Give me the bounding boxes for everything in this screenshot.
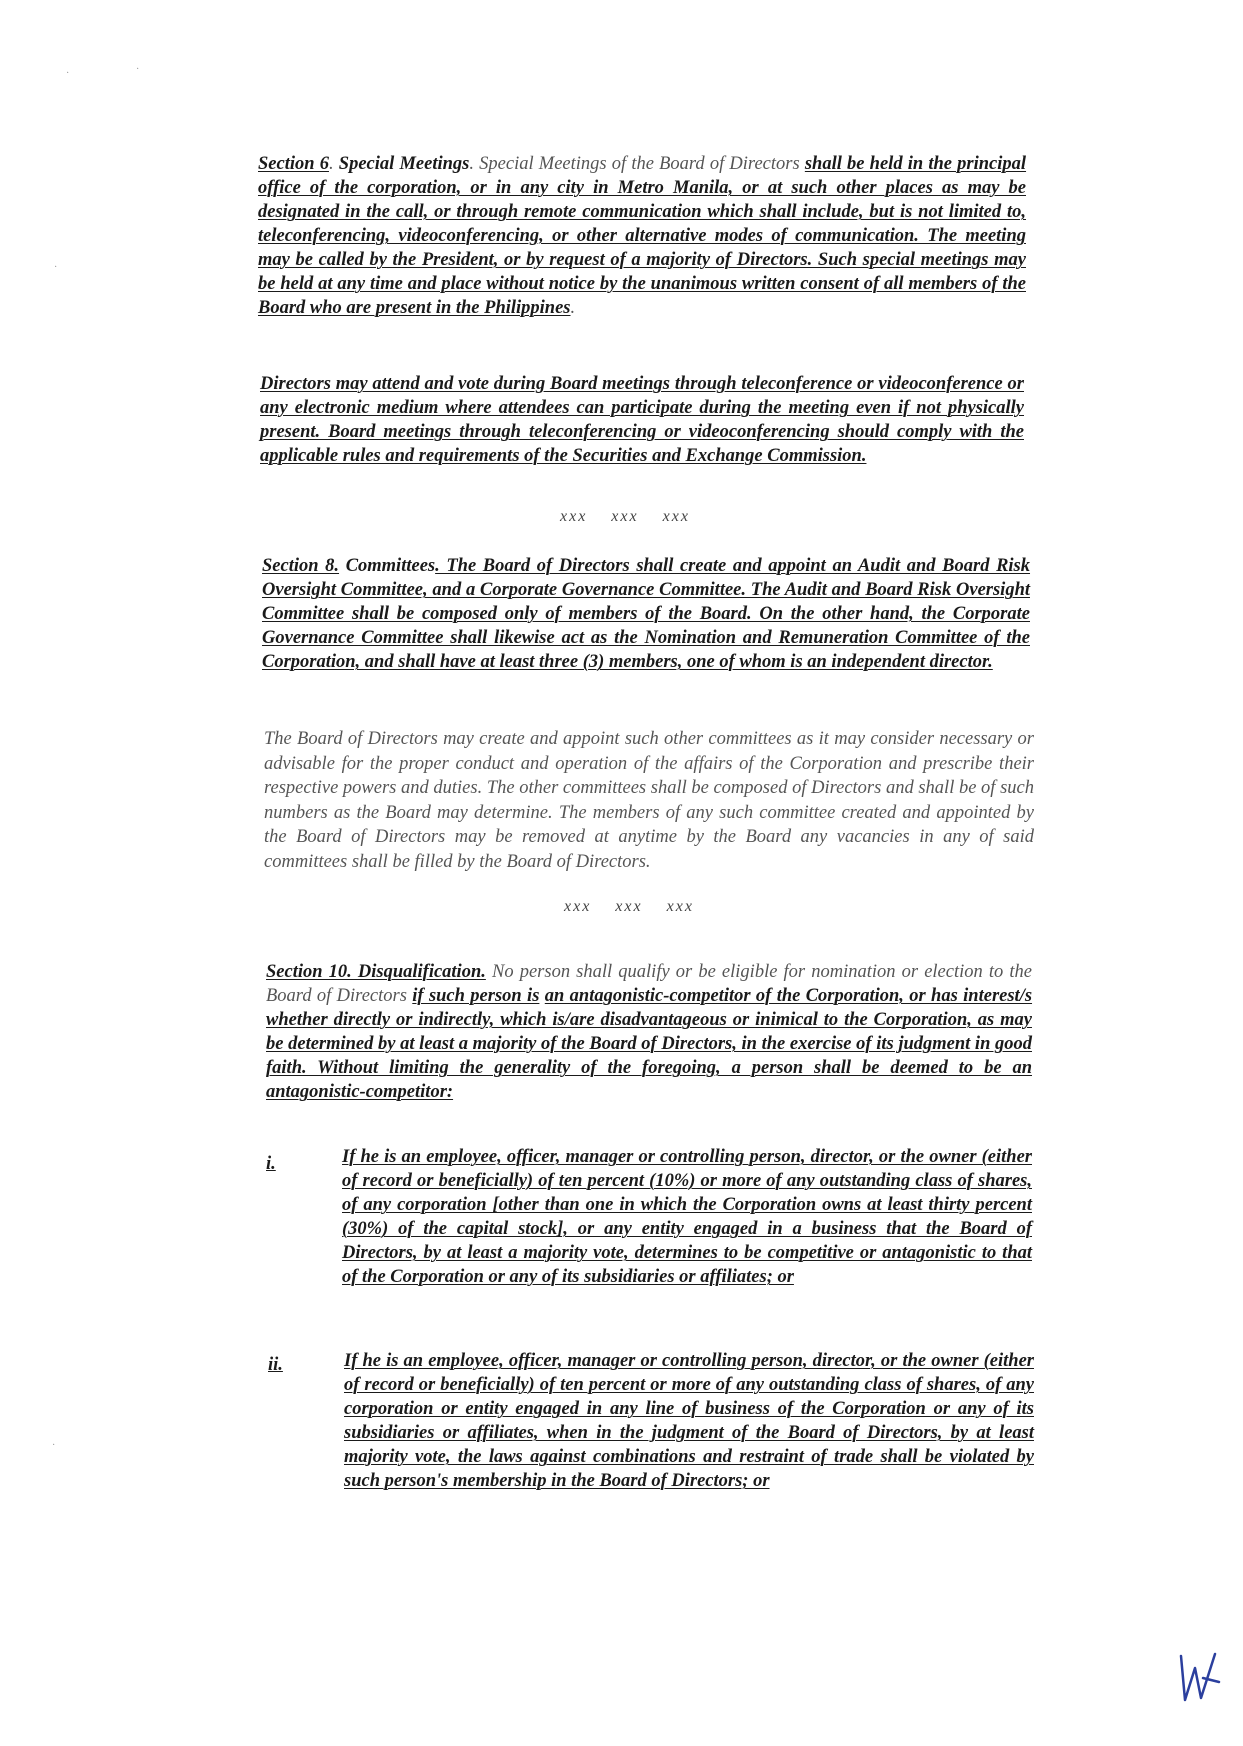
- section-8-paragraph: [262, 554, 1030, 674]
- section-10-paragraph: [266, 960, 1032, 1104]
- section-6-number: Section 6: [258, 154, 329, 174]
- section-10-lead: No person shall qualify or be eligible for nomination or election to the Board of Directors: [266, 962, 1032, 1006]
- section-8-title: Committees: [345, 556, 436, 576]
- scan-speck: ·: [66, 68, 70, 79]
- section-6-body: shall be held in the principal office of the corporation, or in any city in Metro Manila, or at such other places as may be designated in the call, or through remote communication which shall include, but is not limited to, teleconferencing, videoconferencing, or other alternative modes of communication. The meeting may be called by the President, or by request of a majority of Directors. Such special meetings may be held at any time and place without notice by the unanimous written consent of all members of the Board who are present in the Philippines: [258, 154, 1027, 318]
- section-10-condition: if such person is: [412, 986, 540, 1006]
- scan-speck: ·: [52, 1440, 56, 1451]
- handwritten-initials: [1175, 1648, 1223, 1708]
- list-item-number: i.: [266, 1154, 276, 1174]
- list-item-number: ii.: [268, 1355, 283, 1375]
- separator-1: xxx xxx xxx: [560, 508, 690, 525]
- section-8-committees-paragraph: The Board of Directors may create and appoint such other committees as it may consider necessary or advisable for the proper conduct and operation of the affairs of the Corporation and prescribe their respective powers and duties. The other committees shall be composed of Directors and shall be of such numbers as the Board may determine. The members of any such committee created and appointed by the Board of Directors may be removed at anytime by the Board any vacancies in any of said committees shall be filled by the Board of Directors.: [264, 729, 1034, 872]
- section-6-paragraph: Section 6. Special Meetings. Special Meetings of the Board of Directors shall be held in the principal office of the corporation, or in any city in Metro Manila, or at such other places as may be designated in the call, or through remote communication which shall include, but is not limited to, teleconferencing, videoconferencing, or other alternative modes of communication. The meeting may be called by the President, or by request of a majority of Directors. Such special meetings may be held at any time and place without notice by the unanimous written consent of all members of the Board who are present in the Philippines.: [258, 154, 1027, 318]
- section-8-number: Section 8.: [262, 556, 340, 576]
- section-10-heading: Section 10. Disqualification.: [266, 962, 486, 982]
- list-item: If he is an employee, officer, manager or controlling person, director, or the owner (either of record or beneficially) of ten percent or more of any outstanding class of shares, of any corporation or entity engaged in any line of business of the Corporation or any of its subsidiaries or affiliates, when in the judgment of the Board of Directors, by at least majority vote, the laws against combinations and restraint of trade shall be violated by such person's membership in the Board of Directors; or: [344, 1351, 1034, 1491]
- section-10-body: an antagonistic-competitor of the Corporation, or has interest/s whether directly or indirectly, which is/are disadvantageous or inimical to the Corporation, as may be determined by at least a majority of the Board of Directors, in the exercise of its judgment in good faith. Without limiting the generality of the foregoing, a person shall be deemed to be an antagonistic-competitor:: [266, 986, 1033, 1102]
- section-6-lead: Special Meetings of the Board of Directors: [479, 154, 800, 174]
- separator-2: xxx xxx xxx: [564, 898, 694, 915]
- scan-speck: ·: [54, 262, 58, 273]
- section-6-title: Special Meetings: [338, 154, 470, 174]
- section-8-body: . The Board of Directors shall create and appoint an Audit and Board Risk Oversight Committee, and a Corporate Governance Committee. The Audit and Board Risk Oversight Committee shall be composed only of members of the Board. On the other hand, the Corporate Governance Committee shall likewise act as the Nomination and Remuneration Committee of the Corporation, and shall have at least three (3) members, one of whom is an independent director.: [262, 556, 1031, 672]
- scan-speck: ·: [136, 64, 140, 75]
- list-item: If he is an employee, officer, manager or controlling person, director, or the owner (either of record or beneficially) of ten percent (10%) or more of any outstanding class of shares, of any corporation [other than one in which the Corporation owns at least thirty percent (30%) of the capital stock], or any entity engaged in a business that the Board of Directors, by at least a majority vote, determines to be competitive or antagonistic to that of the Corporation or any of its subsidiaries or affiliates; or: [342, 1147, 1032, 1287]
- section-6-remote-paragraph: Directors may attend and vote during Board meetings through teleconference or videoconference or any electronic medium where attendees can participate during the meeting even if not physically present. Board meetings through teleconferencing or videoconferencing should comply with the applicable rules and requirements of the Securities and Exchange Commission.: [260, 374, 1024, 466]
